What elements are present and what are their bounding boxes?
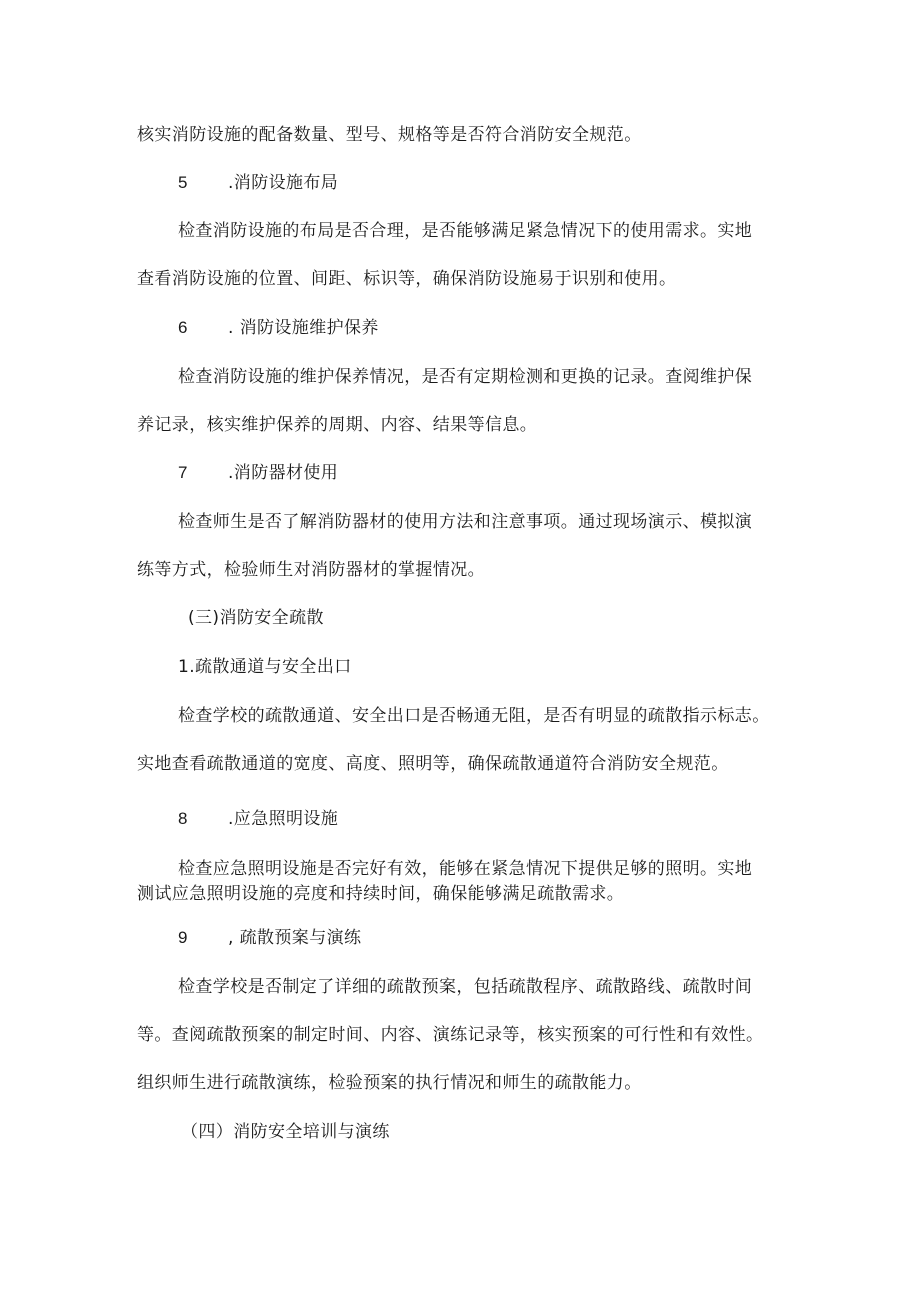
- paragraph-line: 等。查阅疏散预案的制定时间、内容、演练记录等，核实预案的可行性和有效性。: [137, 1025, 764, 1045]
- paragraph-line: 练等方式，检验师生对消防器材的掌握情况。: [137, 560, 485, 580]
- paragraph-line: 检查学校的疏散通道、安全出口是否畅通无阻，是否有明显的疏散指示标志。: [178, 706, 770, 726]
- section-heading: （四）消防安全培训与演练: [181, 1122, 390, 1142]
- paragraph-line: 检查应急照明设施是否完好有效，能够在紧急情况下提供足够的照明。实地: [178, 859, 753, 879]
- heading-number: 7: [178, 463, 188, 482]
- heading-title: . 消防设施维护保养: [228, 318, 379, 338]
- paragraph-line: 查看消防设施的位置、间距、标识等，确保消防设施易于识别和使用。: [137, 269, 677, 289]
- subsection-heading: 1.疏散通道与安全出口: [178, 657, 352, 677]
- paragraph-line: 检查消防设施的维护保养情况，是否有定期检测和更换的记录。查阅维护保: [178, 367, 753, 387]
- paragraph-line: 检查消防设施的布局是否合理，是否能够满足紧急情况下的使用需求。实地: [178, 221, 753, 241]
- section-heading: (三)消防安全疏散: [188, 608, 324, 628]
- paragraph-line: 检查学校是否制定了详细的疏散预案，包括疏散程序、疏散路线、疏散时间: [178, 977, 753, 997]
- heading-title: , 疏散预案与演练: [228, 928, 362, 948]
- heading-number: 8: [178, 809, 188, 828]
- paragraph-line: 测试应急照明设施的亮度和持续时间，确保能够满足疏散需求。: [137, 884, 625, 904]
- paragraph-line: 养记录，核实维护保养的周期、内容、结果等信息。: [137, 415, 538, 435]
- paragraph-line: 实地查看疏散通道的宽度、高度、照明等，确保疏散通道符合消防安全规范。: [137, 754, 729, 774]
- heading-number: 5: [178, 173, 188, 192]
- paragraph-line: 核实消防设施的配备数量、型号、规格等是否符合消防安全规范。: [137, 125, 642, 145]
- heading-number: 6: [178, 318, 188, 337]
- heading-title: .应急照明设施: [228, 809, 339, 829]
- heading-title: .消防器材使用: [228, 463, 339, 483]
- paragraph-line: 组织师生进行疏散演练，检验预案的执行情况和师生的疏散能力。: [137, 1073, 642, 1093]
- heading-title: .消防设施布局: [228, 173, 339, 193]
- heading-number: 9: [178, 928, 188, 947]
- paragraph-line: 检查师生是否了解消防器材的使用方法和注意事项。通过现场演示、模拟演: [178, 512, 753, 532]
